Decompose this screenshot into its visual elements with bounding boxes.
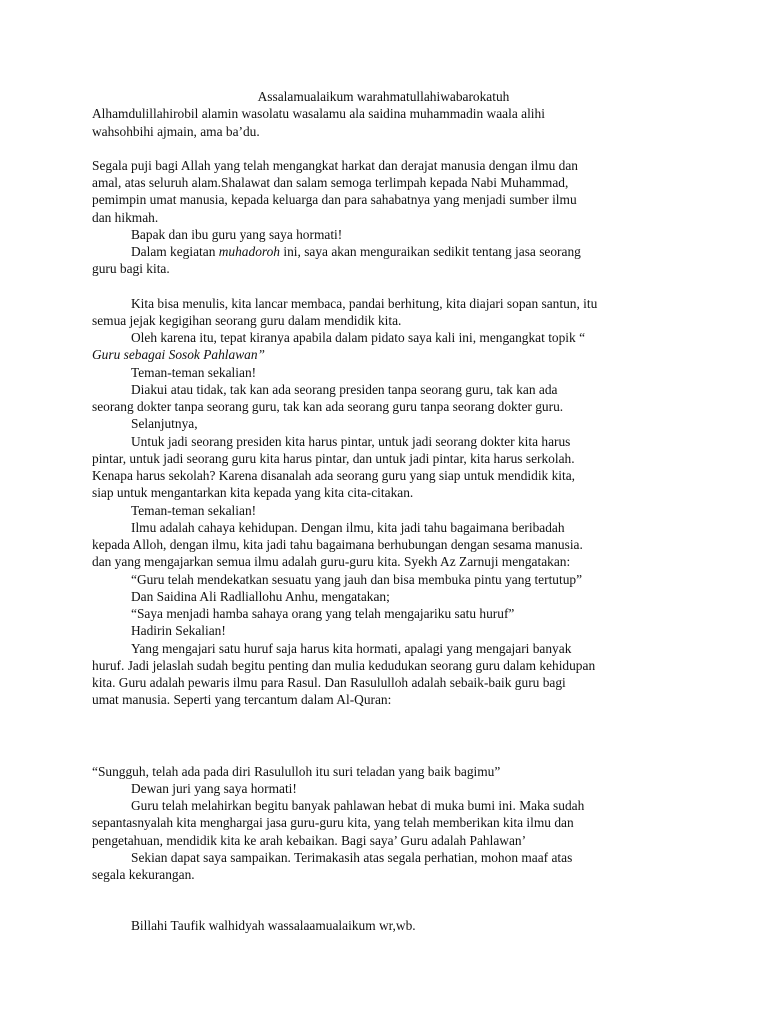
paragraph-line: Ilmu adalah cahaya kehidupan. Dengan ilmu, kita jadi tahu bagaimana beribadah <box>131 519 565 535</box>
praise-line: amal, atas seluruh alam.Shalawat dan salam semoga terlimpah kepada Nabi Muhammad, <box>92 175 569 190</box>
address-line: Dewan juri yang saya hormati! <box>131 780 297 796</box>
paragraph-line: kita. Guru adalah pewaris ilmu para Rasul. Dan Rasululloh adalah sebaik-baik guru bagi <box>92 675 566 690</box>
paragraph-line: Guru telah melahirkan begitu banyak pahlawan hebat di muka bumi ini. Maka sudah <box>131 798 585 813</box>
paragraph-line: Dan Saidina Ali Radliallohu Anhu, mengatakan; <box>131 588 390 604</box>
opening-line-2: wahsohbihi ajmain, ama ba’du. <box>92 123 260 139</box>
greeting: Assalamualaikum warahmatullahiwabarokatuh <box>257 89 510 104</box>
emphasis-muhadoroh: muhadoroh <box>218 244 281 259</box>
paragraph-line: Sekian dapat saya sampaikan. Terimakasih atas segala perhatian, mohon maaf atas <box>131 849 573 865</box>
paragraph-line: Kenapa harus sekolah? Karena disanalah ada seorang guru yang siap untuk mendidik kita, <box>92 468 576 483</box>
praise-paragraph <box>92 157 675 226</box>
paragraph-line: huruf. Jadi jelaslah sudah begitu penting dan mulia kedudukan seorang guru dalam kehidupan <box>92 657 596 673</box>
opening-paragraph <box>92 105 675 122</box>
paragraph-line: siap untuk mengantarkan kita kepada yang kita cita-citakan. <box>92 485 414 501</box>
paragraph-line: seorang dokter tanpa seorang guru, tak kan ada seorang guru tanpa seorang dokter guru. <box>92 399 564 414</box>
intro-line-2: guru bagi kita. <box>92 261 170 277</box>
speech-text <box>92 88 675 935</box>
paragraph-line: Yang mengajari satu huruf saja harus kita hormati, apalagi yang mengajari banyak <box>131 640 572 656</box>
paragraph-line: Selanjutnya, <box>131 416 198 432</box>
address-line: Bapak dan ibu guru yang saya hormati! <box>131 226 343 242</box>
paragraph-line: kepada Alloh, dengan ilmu, kita jadi tahu bagaimana berhubungan dengan sesama manusia. <box>92 537 583 552</box>
quote-line: “Sungguh, telah ada pada diri Rasululloh itu suri teladan yang baik bagimu” <box>92 763 501 779</box>
paragraph-line: pintar, untuk jadi seorang guru kita harus pintar, dan untuk jadi pintar, kita harus serkolah. <box>92 450 575 466</box>
quote-line: “Guru telah mendekatkan sesuatu yang jauh dan bisa membuka pintu yang tertutup” <box>131 571 583 587</box>
paragraph-line: Diakui atau tidak, tak kan ada seorang presiden tanpa seorang guru, tak kan ada <box>131 381 558 397</box>
praise-line: Segala puji bagi Allah yang telah mengangkat harkat dan derajat manusia dengan ilmu dan <box>92 157 578 173</box>
address-line: Hadirin Sekalian! <box>131 623 226 639</box>
praise-line: pemimpin umat manusia, kepada keluarga dan para sahabatnya yang menjadi sumber ilmu <box>92 192 577 208</box>
opening-line: Alhamdulillahirobil alamin wasolatu wasalamu ala saidina muhammadin waala alihi <box>92 106 545 122</box>
praise-line: dan hikmah. <box>92 209 159 225</box>
paragraph-line: dan yang mengajarkan semua ilmu adalah guru-guru kita. Syekh Az Zarnuji mengatakan: <box>92 554 571 570</box>
paragraph-line: Kita bisa menulis, kita lancar membaca, pandai berhitung, kita diajari sopan santun, itu <box>131 295 598 311</box>
address-line: Teman-teman sekalian! <box>131 364 257 380</box>
address-line: Teman-teman sekalian! <box>131 502 257 518</box>
paragraph-line: semua jejak kegigihan seorang guru dalam mendidik kita. <box>92 312 402 328</box>
intro-line: Dalam kegiatan muhadoroh ini, saya akan menguraikan sedikit tentang jasa seorang <box>131 244 581 259</box>
paragraph-line: umat manusia. Seperti yang tercantum dalam Al-Quran: <box>92 692 392 708</box>
paragraph-line: Untuk jadi seorang presiden kita harus pintar, untuk jadi seorang dokter kita harus <box>131 433 571 449</box>
paragraph-line: sepantasnyalah kita menghargai jasa guru-guru kita, yang telah memberikan kita ilmu dan <box>92 815 574 831</box>
paragraph-line: Oleh karena itu, tepat kiranya apabila dalam pidato saya kali ini, mengangkat topik “ <box>131 330 586 345</box>
paragraph-line: segala kekurangan. <box>92 867 195 882</box>
quote-line: “Saya menjadi hamba sahaya orang yang telah mengajariku satu huruf” <box>131 606 515 621</box>
paragraph-line: pengetahuan, mendidik kita ke arah kebaikan. Bagi saya’ Guru adalah Pahlawan’ <box>92 832 527 848</box>
closing-line: Billahi Taufik walhidyah wassalaamualaikum wr,wb. <box>131 918 416 934</box>
topic-title: Guru sebagai Sosok Pahlawan” <box>92 347 265 363</box>
